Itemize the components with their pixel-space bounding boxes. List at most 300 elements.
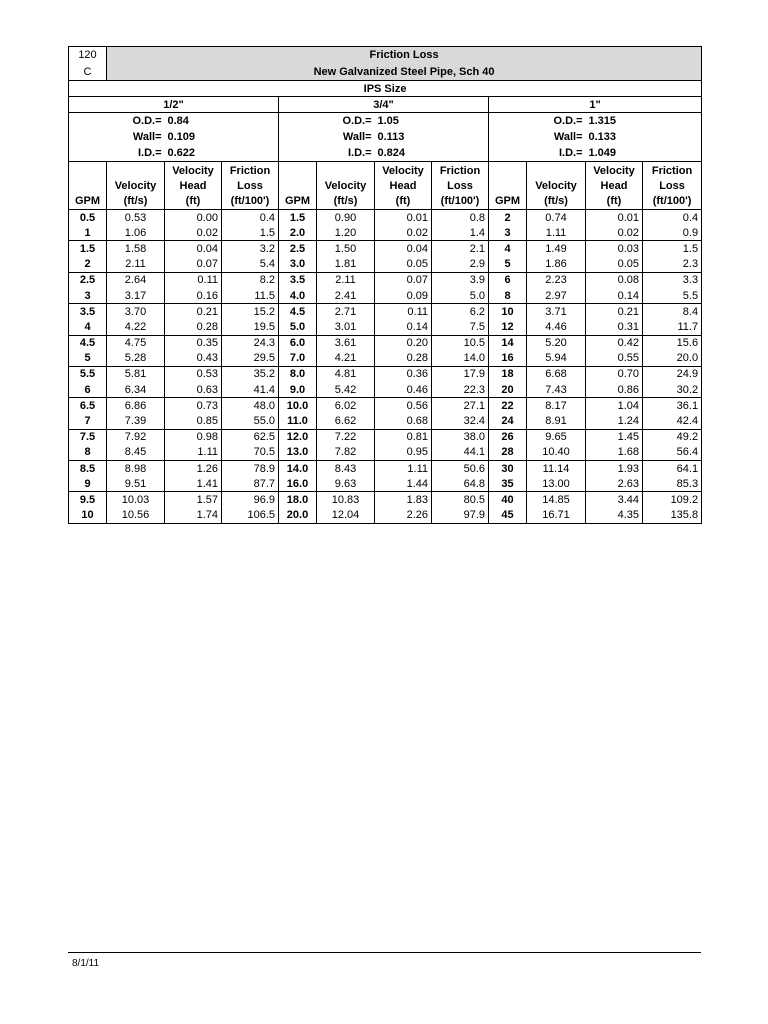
velocity-head-cell: 0.01 [586, 210, 643, 226]
header-line: Velocity [593, 165, 635, 177]
friction-loss-cell: 56.4 [643, 445, 702, 461]
friction-loss-cell: 0.4 [222, 210, 279, 226]
gpm-cell: 7.0 [279, 351, 317, 367]
velocity-cell: 5.81 [107, 366, 165, 382]
velocity-head-cell: 2.63 [586, 476, 643, 492]
table-row [69, 366, 702, 382]
gpm-cell: 6 [489, 272, 527, 288]
gpm-cell: 2.5 [69, 272, 107, 288]
header-line: Velocity [535, 180, 577, 192]
header-line: (ft/s) [544, 195, 568, 207]
header-line: Head [389, 180, 417, 192]
dim-spacer [489, 145, 527, 162]
velocity-cell: 1.50 [317, 241, 375, 257]
velocity-cell: 4.46 [527, 319, 586, 335]
header-line: Velocity [172, 165, 214, 177]
velocity-head-cell: 1.83 [375, 492, 432, 508]
velocity-cell: 2.23 [527, 272, 586, 288]
table-row [69, 351, 702, 367]
velocity-head-cell: 0.05 [375, 257, 432, 273]
header-line: (ft/s) [123, 195, 148, 207]
gpm-cell: 2.0 [279, 225, 317, 241]
velocity-head-cell: 2.26 [375, 508, 432, 524]
gpm-cell: 35 [489, 476, 527, 492]
velocity-cell: 12.04 [317, 508, 375, 524]
inner-diameter-label: I.D.= [107, 145, 165, 162]
gpm-cell: 13.0 [279, 445, 317, 461]
friction-loss-cell: 106.5 [222, 508, 279, 524]
gpm-cell: 4.5 [279, 304, 317, 320]
table-row [69, 210, 702, 226]
ips-size-header: IPS Size [69, 81, 702, 97]
velocity-head-cell: 0.08 [586, 272, 643, 288]
wall-thickness-value: 0.109 [167, 130, 196, 143]
velocity-head-cell: 1.93 [586, 461, 643, 477]
gpm-cell: 0.5 [69, 210, 107, 226]
velocity-cell: 1.49 [527, 241, 586, 257]
velocity-head-cell: 0.21 [586, 304, 643, 320]
dim-spacer [69, 129, 107, 145]
gpm-cell: 9.5 [69, 492, 107, 508]
velocity-head-cell: 3.44 [586, 492, 643, 508]
pipe-size-header: 3/4" [279, 97, 489, 113]
table-row [69, 335, 702, 351]
table-row [69, 241, 702, 257]
velocity-head-cell: 0.95 [375, 445, 432, 461]
header-line: (ft/100') [652, 195, 692, 207]
velocity-head-cell: 0.09 [375, 288, 432, 304]
gpm-cell: 11.0 [279, 413, 317, 429]
velocity-head-cell: 1.45 [586, 429, 643, 445]
velocity-cell: 8.91 [527, 413, 586, 429]
pipe-size-header: 1" [489, 97, 702, 113]
gpm-cell: 45 [489, 508, 527, 524]
velocity-head-cell: 0.36 [375, 366, 432, 382]
velocity-column-header [317, 162, 375, 210]
header-line: Velocity [324, 180, 367, 192]
friction-loss-cell: 11.7 [643, 319, 702, 335]
gpm-cell: 9.0 [279, 382, 317, 398]
gpm-cell: 8 [69, 445, 107, 461]
velocity-cell: 0.74 [527, 210, 586, 226]
friction-loss-cell: 1.5 [222, 225, 279, 241]
velocity-head-column-header [586, 162, 643, 210]
inner-diameter-label: I.D.= [317, 145, 375, 162]
friction-loss-cell: 7.5 [432, 319, 489, 335]
gpm-cell: 3.5 [279, 272, 317, 288]
table-row [69, 508, 702, 524]
gpm-cell: 24 [489, 413, 527, 429]
gpm-cell: 10 [489, 304, 527, 320]
velocity-head-cell: 0.42 [586, 335, 643, 351]
friction-loss-cell: 5.0 [432, 288, 489, 304]
velocity-cell: 4.75 [107, 335, 165, 351]
friction-loss-cell: 1.4 [432, 225, 489, 241]
velocity-cell: 9.65 [527, 429, 586, 445]
velocity-cell: 9.51 [107, 476, 165, 492]
gpm-cell: 22 [489, 398, 527, 414]
gpm-cell: 5 [489, 257, 527, 273]
velocity-head-cell: 0.02 [375, 225, 432, 241]
friction-loss-cell: 36.1 [643, 398, 702, 414]
gpm-cell: 16 [489, 351, 527, 367]
velocity-head-cell: 0.28 [165, 319, 222, 335]
gpm-cell: 20 [489, 382, 527, 398]
gpm-cell: 4.0 [279, 288, 317, 304]
velocity-cell: 1.58 [107, 241, 165, 257]
friction-loss-cell: 3.3 [643, 272, 702, 288]
friction-loss-cell: 5.4 [222, 257, 279, 273]
velocity-cell: 1.11 [527, 225, 586, 241]
velocity-head-cell: 1.68 [586, 445, 643, 461]
header-line: Head [179, 180, 207, 192]
friction-loss-cell: 0.9 [643, 225, 702, 241]
header-line: Loss [659, 180, 685, 192]
velocity-head-cell: 0.68 [375, 413, 432, 429]
table-row [69, 382, 702, 398]
gpm-cell: 14.0 [279, 461, 317, 477]
gpm-column-header: GPM [489, 162, 527, 210]
header-line: (ft/s) [333, 195, 358, 207]
table-row [69, 445, 702, 461]
friction-loss-cell: 6.2 [432, 304, 489, 320]
gpm-cell: 18 [489, 366, 527, 382]
table-row [69, 272, 702, 288]
friction-loss-cell: 3.2 [222, 241, 279, 257]
friction-loss-cell: 70.5 [222, 445, 279, 461]
friction-loss-cell: 2.1 [432, 241, 489, 257]
gpm-cell: 6 [69, 382, 107, 398]
velocity-head-cell: 1.41 [165, 476, 222, 492]
friction-loss-cell: 2.9 [432, 257, 489, 273]
velocity-cell: 11.14 [527, 461, 586, 477]
header-line: (ft/100') [440, 195, 480, 207]
velocity-head-cell: 0.02 [165, 225, 222, 241]
friction-loss-cell: 27.1 [432, 398, 489, 414]
friction-loss-cell: 5.5 [643, 288, 702, 304]
friction-loss-cell: 2.3 [643, 257, 702, 273]
gpm-cell: 5.0 [279, 319, 317, 335]
table-row [69, 257, 702, 273]
friction-loss-cell: 85.3 [643, 476, 702, 492]
inner-diameter-value: 0.824 [375, 145, 489, 162]
velocity-head-cell: 1.57 [165, 492, 222, 508]
velocity-head-cell: 1.26 [165, 461, 222, 477]
velocity-cell: 6.86 [107, 398, 165, 414]
table-row [69, 413, 702, 429]
velocity-cell: 1.81 [317, 257, 375, 273]
dim-spacer [69, 113, 107, 129]
friction-loss-cell: 29.5 [222, 351, 279, 367]
velocity-head-cell: 0.21 [165, 304, 222, 320]
gpm-cell: 6.0 [279, 335, 317, 351]
friction-loss-cell: 44.1 [432, 445, 489, 461]
dim-spacer [489, 113, 527, 129]
velocity-head-cell: 0.01 [375, 210, 432, 226]
table-row [69, 288, 702, 304]
gpm-cell: 12 [489, 319, 527, 335]
velocity-cell: 6.68 [527, 366, 586, 382]
gpm-cell: 10 [69, 508, 107, 524]
header-line: (ft/100') [230, 195, 270, 207]
gpm-cell: 12.0 [279, 429, 317, 445]
gpm-cell: 3 [489, 225, 527, 241]
friction-loss-cell: 48.0 [222, 398, 279, 414]
velocity-cell: 2.97 [527, 288, 586, 304]
velocity-cell: 1.20 [317, 225, 375, 241]
wall-thickness-label: Wall= [132, 130, 162, 143]
table-row [69, 492, 702, 508]
friction-loss-cell: 20.0 [643, 351, 702, 367]
table-row [69, 304, 702, 320]
gpm-cell: 28 [489, 445, 527, 461]
friction-loss-cell: 30.2 [643, 382, 702, 398]
velocity-cell: 0.53 [107, 210, 165, 226]
friction-loss-cell: 1.5 [643, 241, 702, 257]
outer-diameter-value: 0.84 [167, 114, 189, 127]
friction-loss-cell: 41.4 [222, 382, 279, 398]
velocity-cell: 3.17 [107, 288, 165, 304]
table-row [69, 225, 702, 241]
gpm-cell: 1 [69, 225, 107, 241]
velocity-head-cell: 0.04 [165, 241, 222, 257]
header-line: Friction [229, 165, 271, 177]
velocity-cell: 5.28 [107, 351, 165, 367]
velocity-head-cell: 0.16 [165, 288, 222, 304]
friction-loss-cell: 35.2 [222, 366, 279, 382]
velocity-cell: 5.42 [317, 382, 375, 398]
velocity-head-cell: 0.11 [375, 304, 432, 320]
velocity-cell: 2.41 [317, 288, 375, 304]
friction-loss-cell: 10.5 [432, 335, 489, 351]
gpm-cell: 14 [489, 335, 527, 351]
velocity-head-cell: 1.11 [165, 445, 222, 461]
wall-thickness-value: 0.113 [377, 130, 405, 143]
velocity-head-cell: 0.56 [375, 398, 432, 414]
velocity-cell: 4.22 [107, 319, 165, 335]
friction-loss-cell: 135.8 [643, 508, 702, 524]
gpm-cell: 7.5 [69, 429, 107, 445]
inner-diameter-value: 0.622 [165, 145, 279, 162]
velocity-cell: 1.86 [527, 257, 586, 273]
velocity-head-cell: 0.20 [375, 335, 432, 351]
velocity-head-column-header [375, 162, 432, 210]
gpm-cell: 1.5 [69, 241, 107, 257]
velocity-cell: 2.64 [107, 272, 165, 288]
friction-loss-column-header [432, 162, 489, 210]
velocity-cell: 3.70 [107, 304, 165, 320]
friction-loss-cell: 14.0 [432, 351, 489, 367]
header-line: Head [600, 180, 628, 192]
velocity-head-cell: 1.11 [375, 461, 432, 477]
table-title: Friction Loss [107, 47, 702, 64]
gpm-cell: 2 [69, 257, 107, 273]
friction-loss-cell: 96.9 [222, 492, 279, 508]
gpm-cell: 5 [69, 351, 107, 367]
friction-loss-column-header [643, 162, 702, 210]
velocity-head-cell: 0.02 [586, 225, 643, 241]
velocity-head-cell: 0.43 [165, 351, 222, 367]
velocity-head-cell: 0.70 [586, 366, 643, 382]
header-line: Loss [447, 180, 473, 192]
velocity-cell: 10.83 [317, 492, 375, 508]
velocity-cell: 7.92 [107, 429, 165, 445]
velocity-cell: 3.71 [527, 304, 586, 320]
velocity-head-cell: 0.85 [165, 413, 222, 429]
friction-loss-cell: 32.4 [432, 413, 489, 429]
friction-loss-cell: 11.5 [222, 288, 279, 304]
header-line: (ft) [606, 195, 622, 207]
velocity-head-cell: 0.53 [165, 366, 222, 382]
friction-loss-cell: 15.6 [643, 335, 702, 351]
gpm-cell: 30 [489, 461, 527, 477]
friction-loss-cell: 0.8 [432, 210, 489, 226]
velocity-head-cell: 0.63 [165, 382, 222, 398]
friction-loss-cell: 97.9 [432, 508, 489, 524]
velocity-cell: 6.62 [317, 413, 375, 429]
gpm-cell: 1.5 [279, 210, 317, 226]
dim-spacer [279, 145, 317, 162]
velocity-cell: 7.82 [317, 445, 375, 461]
gpm-cell: 8 [489, 288, 527, 304]
velocity-cell: 2.71 [317, 304, 375, 320]
gpm-cell: 18.0 [279, 492, 317, 508]
velocity-head-cell: 0.35 [165, 335, 222, 351]
velocity-head-cell: 1.44 [375, 476, 432, 492]
friction-loss-cell: 55.0 [222, 413, 279, 429]
outer-diameter-label: O.D.= [342, 114, 372, 127]
velocity-cell: 4.21 [317, 351, 375, 367]
gpm-cell: 20.0 [279, 508, 317, 524]
outer-diameter-label: O.D.= [553, 114, 583, 127]
gpm-cell: 6.5 [69, 398, 107, 414]
gpm-cell: 8.0 [279, 366, 317, 382]
gpm-cell: 4.5 [69, 335, 107, 351]
velocity-cell: 10.40 [527, 445, 586, 461]
wall-thickness-value: 0.133 [586, 129, 702, 145]
velocity-head-cell: 0.04 [375, 241, 432, 257]
gpm-cell: 3.5 [69, 304, 107, 320]
wall-thickness-label: Wall= [342, 130, 372, 143]
gpm-cell: 2 [489, 210, 527, 226]
outer-diameter-label: O.D.= [132, 114, 162, 127]
gpm-cell: 7 [69, 413, 107, 429]
header-line: (ft) [395, 195, 411, 207]
dim-spacer [279, 129, 317, 145]
velocity-head-cell: 0.46 [375, 382, 432, 398]
velocity-cell: 2.11 [317, 272, 375, 288]
friction-loss-cell: 42.4 [643, 413, 702, 429]
friction-loss-cell: 19.5 [222, 319, 279, 335]
friction-loss-cell: 38.0 [432, 429, 489, 445]
friction-loss-cell: 15.2 [222, 304, 279, 320]
table-row [69, 398, 702, 414]
velocity-head-cell: 0.03 [586, 241, 643, 257]
outer-diameter-value: 1.05 [377, 114, 399, 127]
velocity-head-cell: 0.07 [375, 272, 432, 288]
header-line: Velocity [114, 180, 157, 192]
gpm-column-header: GPM [69, 162, 107, 210]
friction-loss-cell: 8.4 [643, 304, 702, 320]
friction-loss-cell: 64.8 [432, 476, 489, 492]
gpm-column-header: GPM [279, 162, 317, 210]
friction-loss-cell: 22.3 [432, 382, 489, 398]
velocity-cell: 4.81 [317, 366, 375, 382]
velocity-cell: 10.03 [107, 492, 165, 508]
friction-loss-cell: 87.7 [222, 476, 279, 492]
friction-loss-cell: 78.9 [222, 461, 279, 477]
velocity-head-cell: 0.55 [586, 351, 643, 367]
velocity-cell: 1.06 [107, 225, 165, 241]
velocity-cell: 10.56 [107, 508, 165, 524]
velocity-head-cell: 0.81 [375, 429, 432, 445]
table-row [69, 319, 702, 335]
friction-loss-cell: 80.5 [432, 492, 489, 508]
velocity-head-cell: 0.05 [586, 257, 643, 273]
friction-loss-cell: 24.9 [643, 366, 702, 382]
header-line: Friction [651, 165, 693, 177]
velocity-head-cell: 0.14 [586, 288, 643, 304]
velocity-cell: 3.61 [317, 335, 375, 351]
velocity-head-cell: 0.14 [375, 319, 432, 335]
friction-loss-cell: 3.9 [432, 272, 489, 288]
velocity-head-cell: 0.00 [165, 210, 222, 226]
velocity-cell: 0.90 [317, 210, 375, 226]
gpm-cell: 2.5 [279, 241, 317, 257]
velocity-cell: 3.01 [317, 319, 375, 335]
velocity-cell: 9.63 [317, 476, 375, 492]
velocity-head-cell: 1.24 [586, 413, 643, 429]
gpm-cell: 4 [489, 241, 527, 257]
velocity-column-header [107, 162, 165, 210]
velocity-cell: 5.20 [527, 335, 586, 351]
friction-loss-cell: 8.2 [222, 272, 279, 288]
gpm-cell: 16.0 [279, 476, 317, 492]
friction-loss-cell: 0.4 [643, 210, 702, 226]
gpm-cell: 5.5 [69, 366, 107, 382]
velocity-head-cell: 0.31 [586, 319, 643, 335]
outer-diameter-value: 1.315 [586, 113, 702, 129]
inner-diameter-value: 1.049 [586, 145, 702, 162]
friction-loss-cell: 50.6 [432, 461, 489, 477]
velocity-cell: 8.98 [107, 461, 165, 477]
velocity-cell: 8.45 [107, 445, 165, 461]
friction-loss-cell: 109.2 [643, 492, 702, 508]
gpm-cell: 3 [69, 288, 107, 304]
friction-loss-cell: 24.3 [222, 335, 279, 351]
gpm-cell: 4 [69, 319, 107, 335]
wall-thickness-label: Wall= [553, 130, 583, 143]
velocity-cell: 7.22 [317, 429, 375, 445]
velocity-cell: 5.94 [527, 351, 586, 367]
friction-loss-column-header [222, 162, 279, 210]
velocity-cell: 7.43 [527, 382, 586, 398]
velocity-cell: 6.34 [107, 382, 165, 398]
header-line: Loss [237, 180, 263, 192]
velocity-head-column-header [165, 162, 222, 210]
velocity-head-cell: 0.86 [586, 382, 643, 398]
velocity-head-cell: 0.98 [165, 429, 222, 445]
velocity-cell: 14.85 [527, 492, 586, 508]
velocity-head-cell: 1.74 [165, 508, 222, 524]
dim-spacer [279, 113, 317, 129]
c-factor-value: 120 [69, 47, 107, 64]
table-row [69, 476, 702, 492]
velocity-head-cell: 0.07 [165, 257, 222, 273]
c-factor-label: C [69, 64, 107, 81]
velocity-cell: 2.11 [107, 257, 165, 273]
gpm-cell: 26 [489, 429, 527, 445]
